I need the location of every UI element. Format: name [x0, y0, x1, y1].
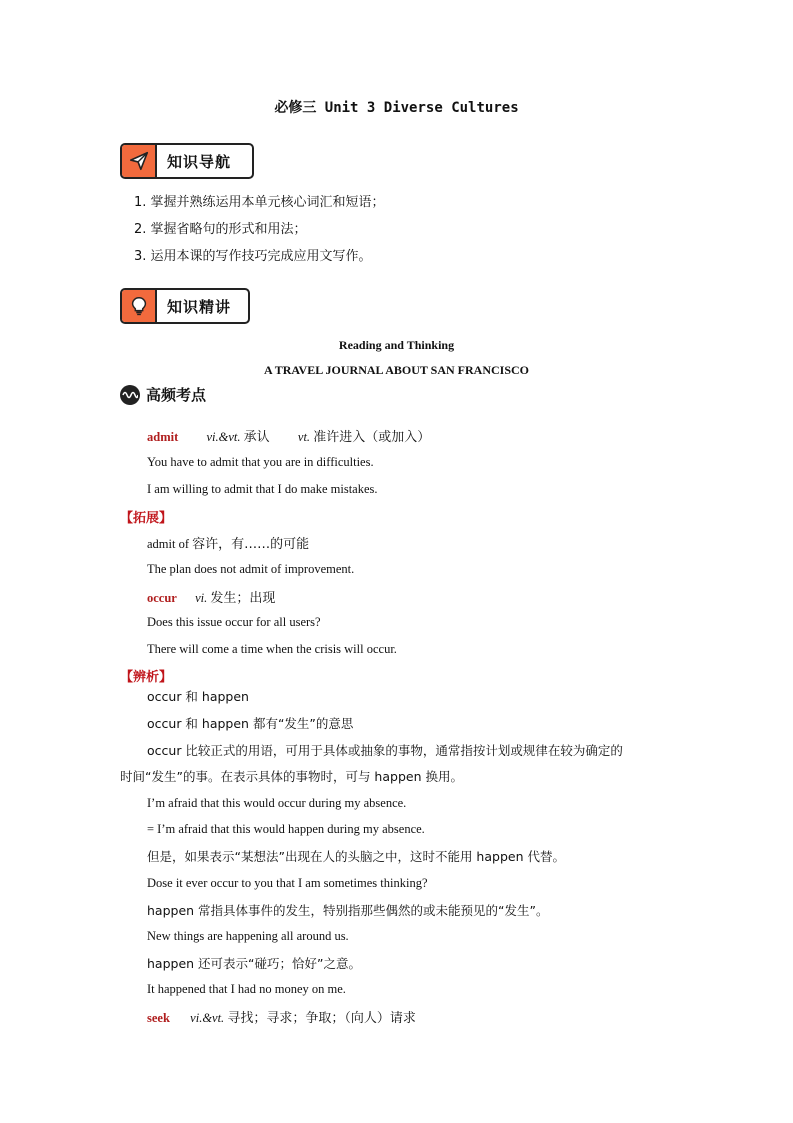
- definition: 准许进入（或加入）: [313, 430, 431, 445]
- example-sentence: It happened that I had no money on me.: [147, 982, 346, 996]
- example-sentence: New things are happening all around us.: [147, 929, 349, 943]
- vocab-entry-occur: [147, 587, 275, 606]
- distinguish-line: occur 和 happen: [147, 689, 249, 704]
- part-of-speech: vi.&vt.: [206, 430, 241, 444]
- example-sentence: You have to admit that you are in difficulties.: [147, 455, 374, 469]
- vocab-entry-seek: [147, 1007, 416, 1026]
- part-of-speech: vt.: [297, 430, 311, 444]
- distinguish-line: 时间“发生”的事。在表示具体的事物时，可与 happen 换用。: [120, 769, 463, 784]
- phrase: admit of: [147, 537, 190, 551]
- objective-item: 2. 掌握省略句的形式和用法；: [134, 222, 307, 237]
- vocab-entry-admit: [147, 426, 430, 445]
- example-sentence: = I’m afraid that this would happen during my absence.: [147, 822, 425, 836]
- distinguish-line: occur 比较正式的用语，可用于具体或抽象的事物，通常指按计划或规律在较为确定的: [147, 743, 623, 758]
- knowledge-explanation-banner: [120, 288, 250, 324]
- example-sentence: There will come a time when the crisis will occur.: [147, 642, 397, 656]
- high-frequency-label: 高频考点: [146, 386, 207, 404]
- distinguish-line: happen 常指具体事件的发生，特别指那些偶然的或未能预见的“发生”。: [147, 903, 549, 918]
- wave-icon: [120, 385, 140, 405]
- expand-tag: 【拓展】: [120, 511, 173, 526]
- definition: 发生；出现: [210, 591, 276, 606]
- lightbulb-icon: [122, 290, 157, 322]
- banner-label: 知识导航: [167, 152, 232, 171]
- section-title: Reading and Thinking: [338, 338, 455, 352]
- part-of-speech: vi.&vt.: [190, 1011, 225, 1025]
- distinguish-line: occur 和 happen 都有“发生”的意思: [147, 716, 354, 731]
- high-frequency-heading: [120, 384, 206, 405]
- distinguish-tag: 【辨析】: [120, 670, 173, 685]
- example-sentence: I am willing to admit that I do make mistakes.: [147, 482, 378, 496]
- objective-item: 1. 掌握并熟练运用本单元核心词汇和短语；: [134, 195, 385, 210]
- objective-item: 3. 运用本课的写作技巧完成应用文写作。: [134, 249, 372, 264]
- banner-label: 知识精讲: [167, 297, 232, 316]
- definition: 容许，有……的可能: [192, 537, 310, 552]
- knowledge-navigation-banner: [120, 143, 254, 179]
- section-subtitle: A TRAVEL JOURNAL ABOUT SAN FRANCISCO: [263, 363, 530, 377]
- definition: 承认: [243, 430, 270, 445]
- example-sentence: Does this issue occur for all users?: [147, 615, 321, 629]
- part-of-speech: vi.: [195, 591, 208, 605]
- example-sentence: Dose it ever occur to you that I am sometimes thinking?: [147, 876, 428, 890]
- definition: 寻找；寻求；争取；（向人）请求: [227, 1011, 416, 1026]
- phrase-entry: [147, 533, 309, 552]
- page-title: 必修三 Unit 3 Diverse Cultures: [274, 100, 519, 116]
- keyword: admit: [147, 430, 179, 444]
- keyword: occur: [147, 591, 177, 605]
- distinguish-line: happen 还可表示“碰巧；恰好”之意。: [147, 956, 361, 971]
- keyword: seek: [147, 1011, 170, 1025]
- distinguish-line: 但是，如果表示“某想法”出现在人的头脑之中，这时不能用 happen 代替。: [147, 849, 565, 864]
- example-sentence: I’m afraid that this would occur during my absence.: [147, 796, 407, 810]
- example-sentence: The plan does not admit of improvement.: [147, 562, 355, 576]
- paper-plane-icon: [122, 145, 157, 177]
